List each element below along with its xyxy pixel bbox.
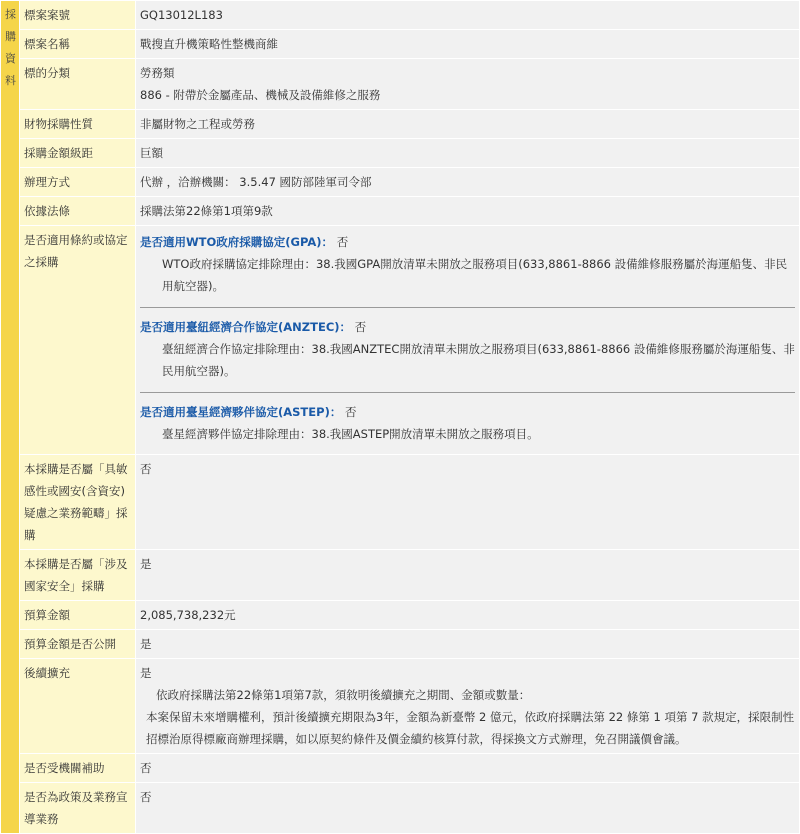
label-expansion: 後續擴充 <box>20 659 136 754</box>
value-treaty <box>136 226 800 455</box>
label-legal-basis: 依據法條 <box>20 197 136 226</box>
anztec-block <box>140 314 795 388</box>
value-property: 非屬財物之工程或勞務 <box>136 110 800 139</box>
row-case-no <box>1 1 800 30</box>
row-subsidy <box>1 754 800 783</box>
value-amount-level: 巨額 <box>136 139 800 168</box>
label-treaty: 是否適用條約或協定之採購 <box>20 226 136 455</box>
value-legal-basis: 採購法第22條第1項第9款 <box>136 197 800 226</box>
row-sensitive <box>1 455 800 550</box>
label-category: 標的分類 <box>20 59 136 110</box>
label-case-no: 標案案號 <box>20 1 136 30</box>
row-expansion <box>1 659 800 754</box>
gpa-block <box>140 229 795 303</box>
label-security: 本採購是否屬「涉及國家安全」採購 <box>20 550 136 601</box>
divider <box>140 307 795 308</box>
label-budget-public: 預算金額是否公開 <box>20 630 136 659</box>
anztec-answer: 否 <box>354 320 367 334</box>
value-category <box>136 59 800 110</box>
category-code: 886 - 附帶於金屬產品、機械及設備維修之服務 <box>140 88 381 102</box>
value-sensitive: 否 <box>136 455 800 550</box>
label-sensitive: 本採購是否屬「具敏感性或國安(含資安)疑慮之業務範疇」採購 <box>20 455 136 550</box>
value-case-no: GQ13012L183 <box>136 1 800 30</box>
row-budget <box>1 601 800 630</box>
gpa-reason: WTO政府採購協定排除理由：38.我國GPA開放清單未開放之服務項目(633,8861-8866 設備維修服務屬於海運船隻、非民用航空器)。 <box>162 257 788 293</box>
row-security <box>1 550 800 601</box>
label-subsidy: 是否受機關補助 <box>20 754 136 783</box>
divider <box>140 392 795 393</box>
row-property <box>1 110 800 139</box>
label-property: 財物採購性質 <box>20 110 136 139</box>
value-case-name: 戰搜直升機策略性整機商維 <box>136 30 800 59</box>
astep-block <box>140 399 795 451</box>
anztec-question: 是否適用臺紐經濟合作協定(ANZTEC)： <box>140 320 352 334</box>
row-legal-basis <box>1 197 800 226</box>
expansion-line1: 依政府採購法第22條第1項第7款，須敘明後續擴充之期間、金額或數量： <box>156 688 531 702</box>
label-policy: 是否為政策及業務宣導業務 <box>20 783 136 834</box>
row-policy <box>1 783 800 834</box>
value-budget: 2,085,738,232元 <box>136 601 800 630</box>
value-expansion <box>136 659 800 754</box>
row-treaty <box>1 226 800 455</box>
value-budget-public: 是 <box>136 630 800 659</box>
anztec-reason: 臺紐經濟合作協定排除理由：38.我國ANZTEC開放清單未開放之服務項目(633,8861-8866 設備維修服務屬於海運船隻、非民用航空器)。 <box>162 342 795 378</box>
astep-answer: 否 <box>344 405 357 419</box>
row-method <box>1 168 800 197</box>
row-category <box>1 59 800 110</box>
gpa-answer: 否 <box>336 235 349 249</box>
label-method: 辦理方式 <box>20 168 136 197</box>
category-type: 勞務類 <box>140 66 175 80</box>
label-budget: 預算金額 <box>20 601 136 630</box>
expansion-answer: 是 <box>140 666 152 680</box>
row-amount-level <box>1 139 800 168</box>
astep-question: 是否適用臺星經濟夥伴協定(ASTEP)： <box>140 405 342 419</box>
gpa-question: 是否適用WTO政府採購協定(GPA)： <box>140 235 334 249</box>
section-label-text: 採購資料 <box>5 8 16 87</box>
value-subsidy: 否 <box>136 754 800 783</box>
label-amount-level: 採購金額級距 <box>20 139 136 168</box>
astep-reason: 臺星經濟夥伴協定排除理由：38.我國ASTEP開放清單未開放之服務項目。 <box>162 427 539 441</box>
section-label <box>1 1 20 834</box>
value-policy: 否 <box>136 783 800 834</box>
value-method: 代辦 ，洽辦機關： 3.5.47 國防部陸軍司令部 <box>136 168 800 197</box>
row-case-name <box>1 30 800 59</box>
label-case-name: 標案名稱 <box>20 30 136 59</box>
expansion-line2: 本案保留未來增購權利，預計後續擴充期限為3年，金額為新臺幣 2 億元，依政府採購法第 22 條第 1 項第 7 款規定，採限制性招標治原得標廠商辦理採購，如以原契約條件及價金續約核算付款，得採換文方式辦理，免召開議價會議。 <box>146 710 795 746</box>
row-budget-public <box>1 630 800 659</box>
value-security: 是 <box>136 550 800 601</box>
